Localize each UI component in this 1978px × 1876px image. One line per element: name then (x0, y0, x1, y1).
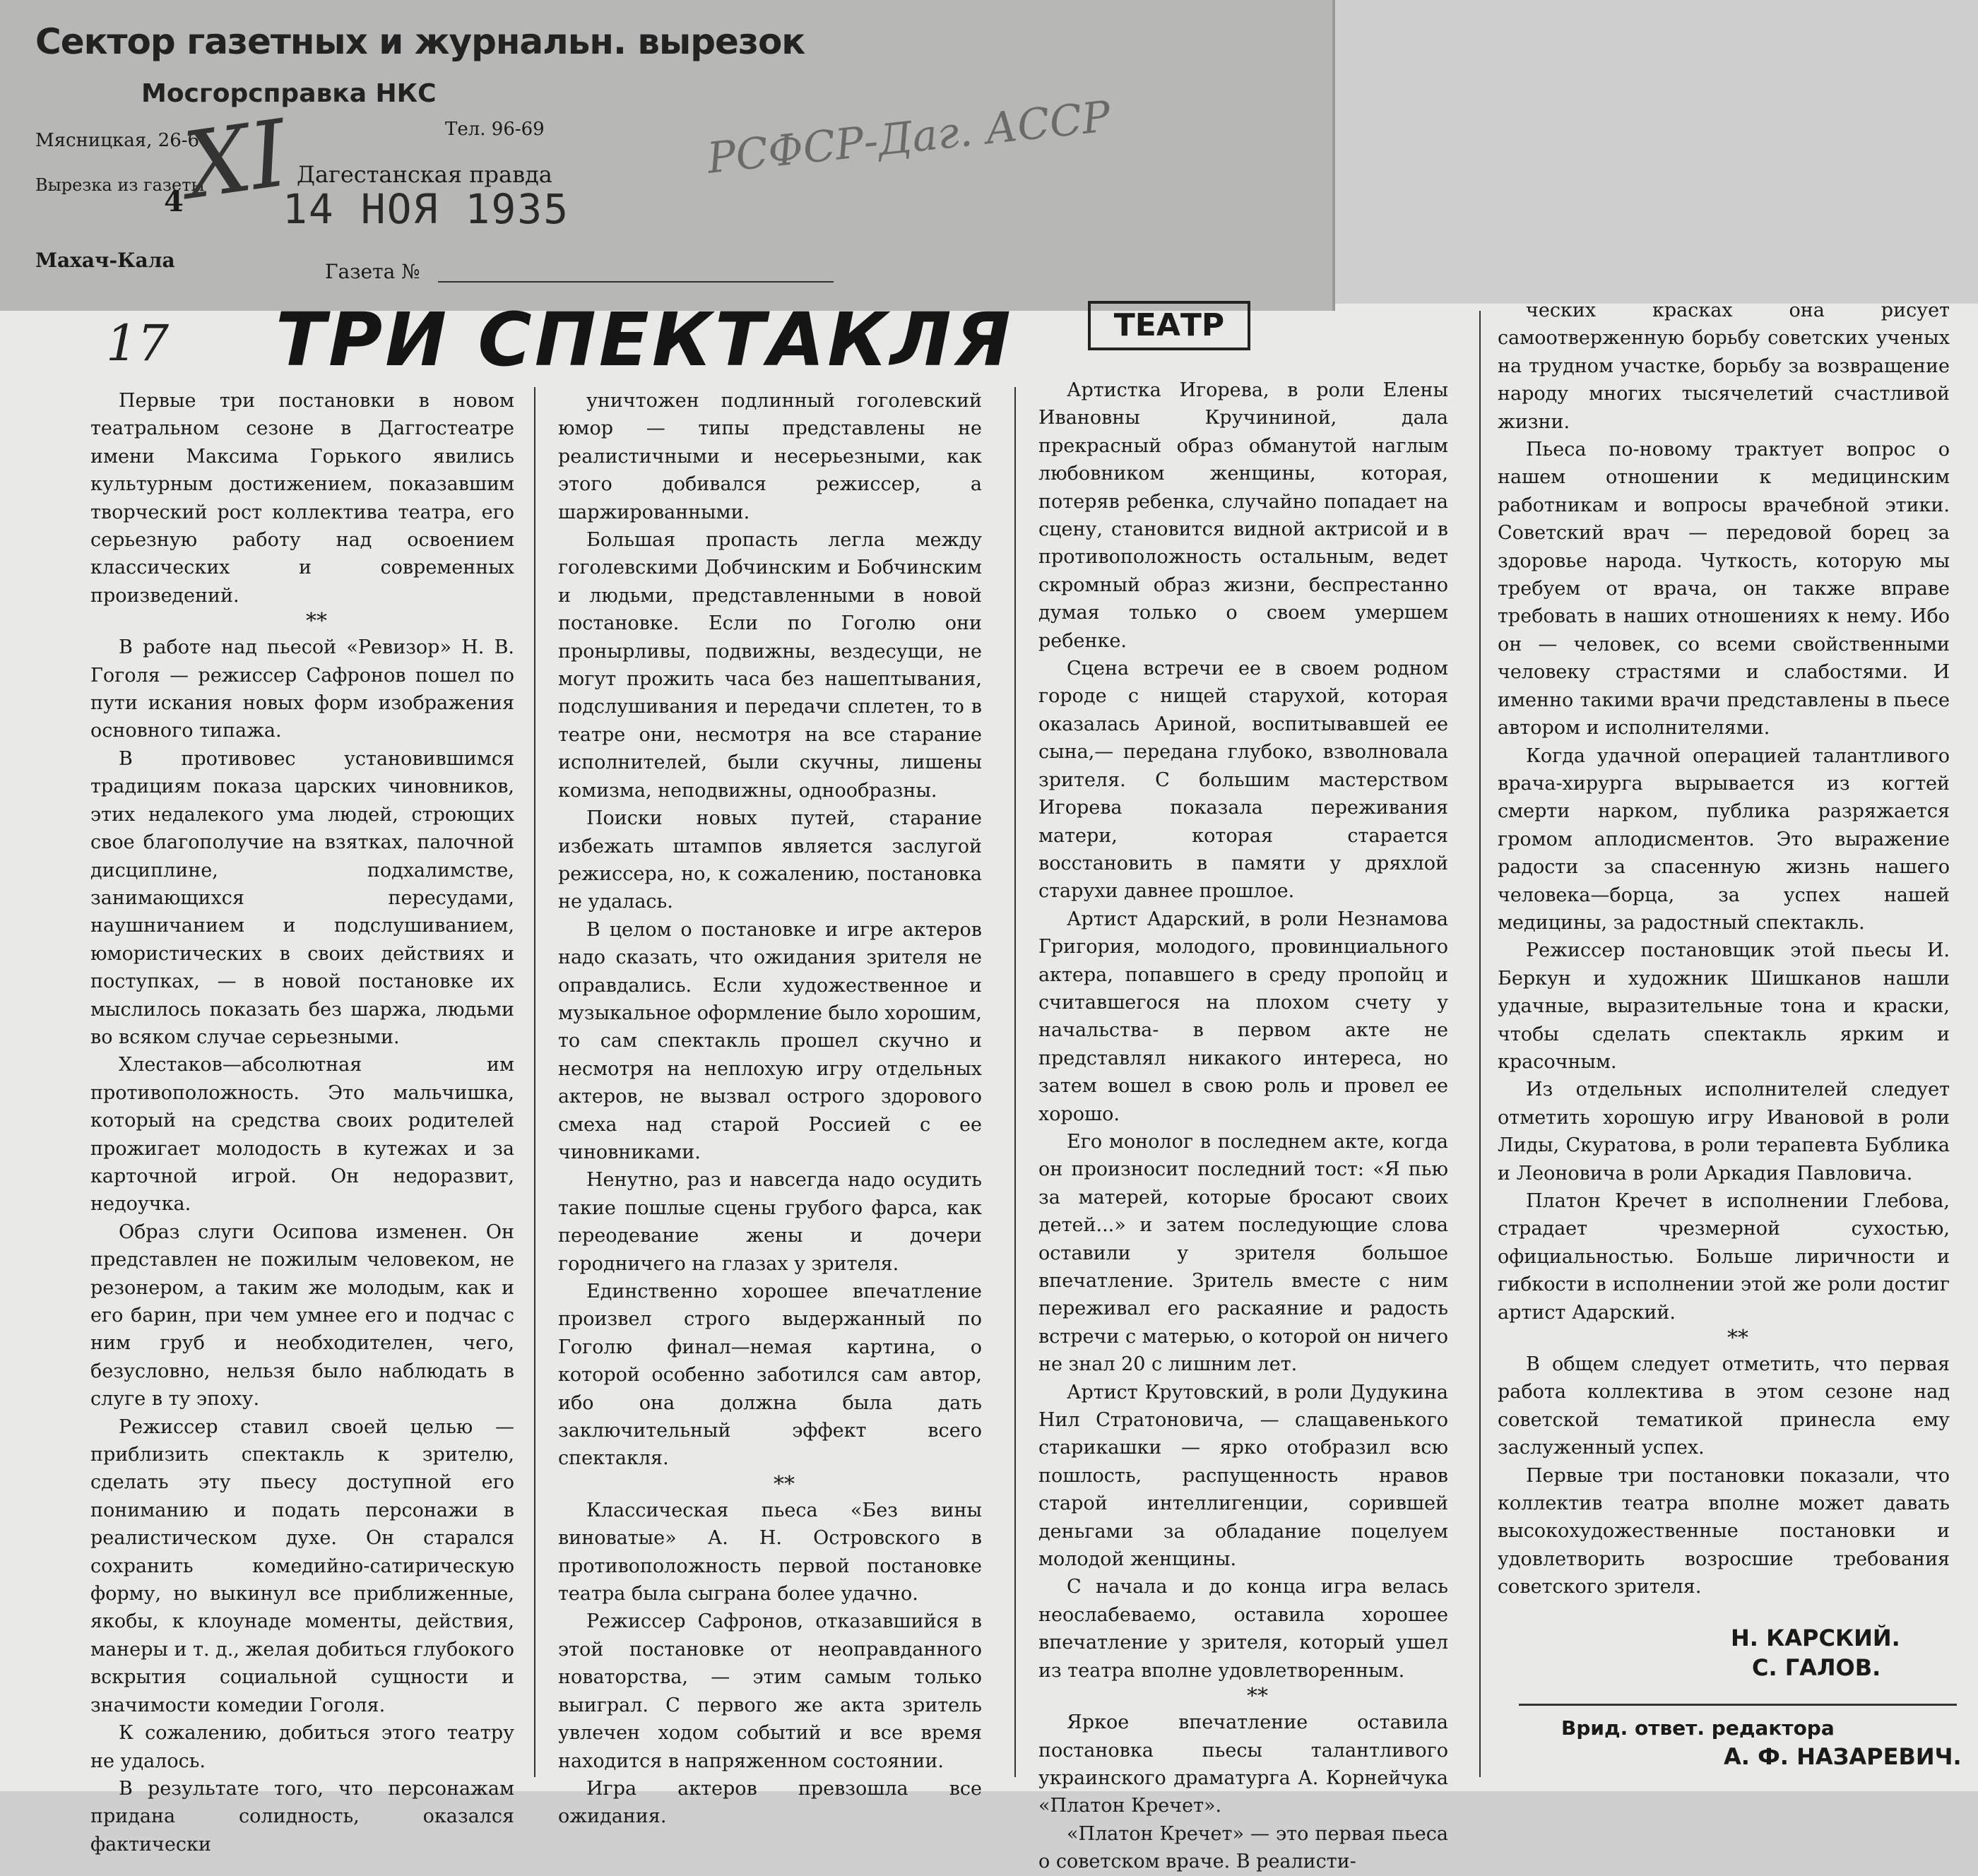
paragraph: Артист Крутовский, в роли Дудукина Нил Стратоновича, — слащавенького старикашки — ярко отобразил всю пошлость, распущенность нравов старой интеллигенции, сорившей деньгами за обладание поцелуем молодой женщины. (1038, 1381, 1448, 1571)
pencil-note: РСФСР-Даг. АССР (704, 92, 1113, 184)
article-column-3 (1038, 376, 1448, 1876)
paragraph: Первые три постановки в новом театральном сезоне в Даггостеатре имени Максима Горького явились культурным достижением, показавшим творческий рост коллектива театра, его серьезную работу над освоением классических и современных произведений. (90, 390, 514, 607)
paragraph: Единственно хорошее впечатление произвел строго выдержанный по Гоголю финал—немая картина, о которой особенно заботился сам автор, ибо она должна была дать заключительный эффект всего спектакля. (558, 1281, 982, 1470)
handwritten-roman-numeral: XI (178, 99, 294, 220)
article-headline: ТРИ СПЕКТАКЛЯ (276, 297, 1014, 383)
paragraph: Классическая пьеса «Без вины виноватые» А. Н. Островского в противоположность первой постановке театра была сыграна более удачно. (558, 1499, 982, 1605)
paragraph: С начала и до конца игра велась неослабеваемо, оставила хорошее впечатление у зрителя, который ушел из театра вполне удовлетворенным. (1038, 1576, 1448, 1682)
handwritten-number: 17 (106, 314, 170, 372)
paragraph: Артистка Игорева, в роли Елены Ивановны Кручининой, дала прекрасный образ обманутой наглым любовником женщины, которая, потеряв ребенка, случайно попадает на сцену, становится видной актрисой и в противоположность остальным, ведет скромный образ жизни, беспрестанно думая только о своем умершем ребенке. (1038, 379, 1448, 652)
clipping-stamp (0, 0, 1335, 311)
paragraph: Ненутно, раз и навсегда надо осудить такие пошлые сцены грубого фарса, как переодевание жены и дочери городничего на глазах у зрителя. (558, 1169, 982, 1275)
column-rule (1479, 311, 1481, 1777)
article-column-2 (558, 387, 982, 1831)
stamp-issue-number: 4 (164, 185, 184, 218)
paragraph: Яркое впечатление оставила постановка пьесы талантливого украинского драматурга А. Корнейчука «Платон Кречет». (1038, 1711, 1448, 1817)
column-rule (534, 387, 535, 1777)
signature-galov: С. ГАЛОВ. (1752, 1654, 1881, 1681)
section-separator: ** (1247, 1684, 1268, 1709)
section-separator: ** (306, 609, 327, 634)
paragraph: Режиссер Сафронов, отказавшийся в этой постановке от неоправданного новаторства, — этим самым только выиграл. С первого же акта зритель увлечен ходом событий и все время находится в напряженном состоянии. (558, 1610, 982, 1772)
stamp-gazette-label: Газета № (325, 260, 420, 283)
signature-karsky: Н. КАРСКИЙ. (1731, 1625, 1900, 1651)
paragraph: Пьеса по-новому трактует вопрос о нашем отношении к медицинским работникам и вопросы врачебной этики. Советский врач — передовой борец за здоровье народа. Чуткость, которую мы требуем от врача, он также вправе требовать в наших отношениях к нему. Ибо он — человек, со всеми свойственными человеку страстями и слабостями. И именно такими врачи представлены в пьесе автором и исполнителями. (1498, 439, 1950, 740)
stamp-address: Мясницкая, 26-6 (35, 130, 200, 151)
editor-label: Врид. ответ. редактора (1561, 1716, 1835, 1740)
paragraph: Режиссер ставил своей целью — приблизить спектакль к зрителю, сделать эту пьесу доступной его пониманию и подать персонажи в реалистическом духе. Он старался сохранить комедийно-сатирическую форму, но выкинул все приближенные, якобы, к клоунаде моменты, действия, манеры и т. д., желая добиться глубокого вскрытия социальной сущности и значимости комедии Гоголя. (90, 1415, 514, 1716)
paragraph: Первые три постановки показали, что коллектив театра вполне может давать высокохудожественные постановки и удовлетворить возросшие требования советского зрителя. (1498, 1464, 1950, 1598)
paragraph: К сожалению, добиться этого театру не удалось. (90, 1722, 514, 1772)
stamp-gazette-line (438, 281, 834, 283)
paragraph: Режиссер постановщик этой пьесы И. Беркун и художник Шишканов нашли удачные, выразительные тона и краски, чтобы сделать спектакль ярким и красочным. (1498, 939, 1950, 1073)
paragraph: В работе над пьесой «Ревизор» Н. В. Гоголя — режиссер Сафронов пошел по пути искания новых форм изображения основного типажа. (90, 636, 514, 742)
paragraph: Сцена встречи ее в своем родном городе с нищей старухой, которая оказалась Ариной, воспитывавшей ее сына,— передана глубоко, взволновала зрителя. С большим мастерством Игорева показала переживания матери, которая старается восстановить в памяти у дряхлой старухи давнее прошлое. (1038, 658, 1448, 903)
editor-name: А. Ф. НАЗАРЕВИЧ. (1724, 1743, 1962, 1770)
paragraph: Поиски новых путей, старание избежать штампов является заслугой режиссера, но, к сожалению, постановка не удалась. (558, 807, 982, 913)
paragraph: Большая пропасть легла между гоголевскими Добчинским и Бобчинским и людьми, представленными в новой постановке. Если по Гоголю они пронырливы, подвижны, вездесущи, не могут прожить часа без нашептывания, подслушивания и передачи сплетен, то в театре они, несмотря на все старание исполнителей, были скучны, лишены комизма, неподвижны, однообразны. (558, 529, 982, 802)
stamp-sector: Сектор газетных и журнальн. вырезок (35, 21, 805, 62)
paragraph: Хлестаков—абсолютная им противоположность. Это мальчишка, который на средства своих родителей прожигает молодость в кутежах и за карточной игрой. Он недоразвит, недоучка. (90, 1054, 514, 1216)
paragraph: В противовес установившимся традициям показа царских чиновников, этих недалекого ума людей, строющих свое благополучие на взятках, палочной дисциплине, подхалимстве, занимающихся пересудами, наушничанием и подслушиванием, юмористических в своих действиях и поступках, — в новой постановке их мыслилось показать без шаржа, людьми во всяком случае серьезными. (90, 747, 514, 1048)
paragraph: В общем следует отметить, что первая работа коллектива в этом сезоне над советской тематикой принесла ему заслуженный успех. (1498, 1353, 1950, 1459)
paragraph: Образ слуги Осипова изменен. Он представлен не пожилым человеком, не резонером, а таким же молодым, как и его барин, при чем умнее его и подчас с ним груб и необходителен, чего, безусловно, нельзя было наблюдать в слуге в ту эпоху. (90, 1221, 514, 1411)
paragraph: Его монолог в последнем акте, когда он произносит последний тост: «Я пью за матерей, которые бросают своих детей...» и затем последующие слова оставили у зрителя большое впечатление. Зритель вместе с ним переживал его раскаяние и радость встречи с матерью, о которой он ничего не знал 20 с лишним лет. (1038, 1130, 1448, 1376)
section-separator: ** (774, 1471, 795, 1497)
paragraph: «Платон Кречет» — это первая пьеса о советском враче. В реалисти- (1038, 1822, 1448, 1873)
paragraph: уничтожен подлинный гоголевский юмор — типы представлены не реалистичными и несерьезными, как этого добивался режиссер, а шаржированными. (558, 390, 982, 523)
stamp-phone: Тел. 96-69 (445, 119, 545, 140)
stamp-cut-label: Вырезка из газеты (35, 175, 205, 195)
editor-rule (1519, 1704, 1957, 1706)
column-rule (1014, 387, 1016, 1777)
paragraph: В результате того, что персонажам придана солидность, оказался фактически (90, 1777, 514, 1856)
paragraph: Платон Кречет в исполнении Глебова, страдает чрезмерной сухостью, официальностью. Больше лиричности и гибкости в исполнении этой же роли достиг артист Адарский. (1498, 1190, 1950, 1324)
paragraph: ческих красках она рисует самоотверженную борьбу советских ученых на трудном участке, борьбу за возвращение народу многих тысячелетий счастливой жизни. (1498, 299, 1950, 433)
article-column-1 (90, 387, 514, 1858)
paragraph: Когда удачной операцией талантливого врача-хирурга вырывается из когтей смерти нарком, публика разряжается громом аплодисментов. Это выражение радости за спасенную жизнь нашего человека—борца, за успех нашей медицины, за радостный спектакль. (1498, 744, 1950, 934)
paragraph: Из отдельных исполнителей следует отметить хорошую игру Ивановой в роли Лиды, Скуратова, в роли терапевта Бублика и Леоновича в роли Аркадия Павловича. (1498, 1079, 1950, 1185)
stamp-date: 14 НОЯ 1935 (283, 185, 570, 233)
paragraph: В целом о постановке и игре актеров надо сказать, что ожидания зрителя не оправдались. Если художественное и музыкальное оформление было хорошим, то сам спектакль прошел скучно и несмотря на неплохую игру отдельных актеров, не вызвал острого здорового смеха над старой Россией с ее чиновниками. (558, 918, 982, 1163)
stamp-source: Дагестанская правда (297, 161, 552, 188)
paragraph: Игра актеров превзошла все ожидания. (558, 1777, 982, 1828)
section-separator: ** (1727, 1326, 1748, 1351)
article-column-4 (1498, 297, 1950, 1601)
section-rubric: ТЕАТР (1088, 301, 1250, 350)
paragraph: Артист Адарский, в роли Незнамова Григория, молодого, провинциального актера, попавшего в среду пропойц и считавшегося на плохом счету у начальства- в первом акте не представлял никакого интереса, но затем вошел в свою роль и провел ее хорошо. (1038, 908, 1448, 1125)
stamp-city: Махач-Кала (35, 249, 175, 272)
stamp-organization: Мосгорсправка НКС (141, 79, 437, 108)
